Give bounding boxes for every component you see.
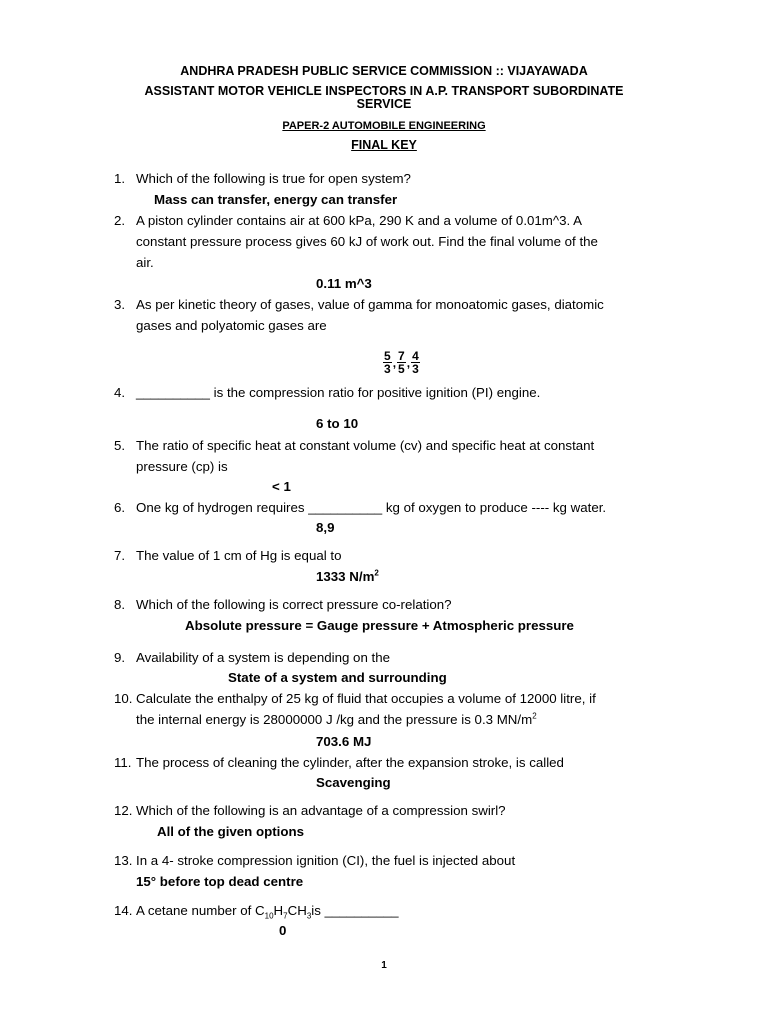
question-number: 2. bbox=[114, 213, 126, 228]
commission-heading: ANDHRA PRADESH PUBLIC SERVICE COMMISSION :: VIJAYAWADA bbox=[180, 64, 588, 78]
final-key-heading: FINAL KEY bbox=[351, 138, 417, 152]
answer-5: < 1 bbox=[272, 479, 291, 494]
question-text: In a 4- stroke compression ignition (CI), the fuel is injected about bbox=[136, 853, 516, 868]
answer-1: Mass can transfer, energy can transfer bbox=[154, 192, 398, 207]
question-number: 8. bbox=[114, 597, 126, 612]
question-4 bbox=[114, 382, 674, 403]
question-number: 4. bbox=[114, 385, 126, 400]
answer-9: State of a system and surrounding bbox=[228, 670, 447, 685]
question-text: Which of the following is correct pressure co-relation? bbox=[136, 597, 452, 612]
question-2 bbox=[114, 210, 674, 273]
question-5 bbox=[114, 435, 674, 477]
question-text: One kg of hydrogen requires __________ kg of oxygen to produce ---- kg water. bbox=[136, 500, 607, 515]
question-3 bbox=[114, 294, 674, 336]
question-12 bbox=[114, 800, 674, 821]
question-14 bbox=[114, 900, 674, 921]
question-text: __________ is the compression ratio for positive ignition (PI) engine. bbox=[136, 385, 541, 400]
question-9 bbox=[114, 647, 674, 668]
question-text-line1: A piston cylinder contains air at 600 kPa, 290 K and a volume of 0.01m^3. A bbox=[136, 213, 583, 228]
question-10 bbox=[114, 688, 674, 730]
question-text: Which of the following is an advantage of a compression swirl? bbox=[136, 803, 506, 818]
page-number: 1 bbox=[381, 960, 387, 971]
answer-8: Absolute pressure = Gauge pressure + Atmospheric pressure bbox=[185, 618, 574, 633]
question-number: 1. bbox=[114, 171, 126, 186]
answer-11: Scavenging bbox=[316, 775, 391, 790]
question-text-line1: The ratio of specific heat at constant volume (cv) and specific heat at constant bbox=[136, 438, 595, 453]
question-number: 14. bbox=[114, 903, 133, 918]
answer-2: 0.11 m^3 bbox=[316, 276, 372, 291]
question-number: 11. bbox=[114, 755, 132, 770]
answer-6: 8,9 bbox=[316, 520, 335, 535]
question-text-line3: air. bbox=[136, 255, 154, 270]
question-7 bbox=[114, 545, 674, 566]
fraction: $\frac{5}{3}$ bbox=[384, 349, 391, 376]
answer-7: 1333 $N/m^2$ bbox=[316, 568, 379, 584]
question-text: A cetane number of $C_{10}H_7CH_3is$ __________ bbox=[136, 903, 399, 921]
question-text-line2: pressure (cp) is bbox=[136, 459, 228, 474]
question-8 bbox=[114, 594, 674, 615]
question-text-line2: the internal energy is 28000000 J /kg and the pressure is 0.3 $MN/m^2$ bbox=[136, 711, 537, 727]
answer-3: $\frac{5}{3}$ , $\frac{7}{5}$ , $\frac{4}{3}$ bbox=[384, 349, 419, 376]
question-13 bbox=[114, 850, 674, 871]
fraction: $\frac{4}{3}$ bbox=[412, 349, 419, 376]
question-text: The value of 1 cm of Hg is equal to bbox=[136, 548, 342, 563]
question-text: The process of cleaning the cylinder, after the expansion stroke, is called bbox=[136, 755, 564, 770]
answer-14: 0 bbox=[279, 923, 287, 938]
question-number: 10. bbox=[114, 691, 133, 706]
question-text-line1: As per kinetic theory of gases, value of gamma for monoatomic gases, diatomic bbox=[136, 297, 604, 312]
question-number: 12. bbox=[114, 803, 133, 818]
question-number: 5. bbox=[114, 438, 126, 453]
question-number: 7. bbox=[114, 548, 126, 563]
paper-heading: PAPER-2 AUTOMOBILE ENGINEERING bbox=[282, 120, 486, 132]
question-number: 6. bbox=[114, 500, 126, 515]
fraction: $\frac{7}{5}$ bbox=[398, 349, 405, 376]
answer-12: All of the given options bbox=[157, 824, 304, 839]
answer-10: 703.6 MJ bbox=[316, 734, 372, 749]
answer-13: 15° before top dead centre bbox=[136, 874, 304, 889]
question-text: Availability of a system is depending on the bbox=[136, 650, 391, 665]
post-heading-line1: ASSISTANT MOTOR VEHICLE INSPECTORS IN A.P. TRANSPORT SUBORDINATE bbox=[144, 84, 624, 98]
question-text: Which of the following is true for open system? bbox=[136, 171, 411, 186]
question-number: 3. bbox=[114, 297, 126, 312]
question-number: 9. bbox=[114, 650, 126, 665]
question-11 bbox=[114, 752, 674, 773]
question-text-line2: gases and polyatomic gases are bbox=[136, 318, 327, 333]
post-heading-line2: SERVICE bbox=[356, 97, 412, 111]
answer-4: 6 to 10 bbox=[316, 416, 359, 431]
question-1 bbox=[114, 168, 674, 189]
question-number: 13. bbox=[114, 853, 133, 868]
question-text-line1: Calculate the enthalpy of 25 kg of fluid that occupies a volume of 12000 litre, if bbox=[136, 691, 596, 706]
question-text-line2: constant pressure process gives 60 kJ of work out. Find the final volume of the bbox=[136, 234, 598, 249]
question-6 bbox=[114, 497, 674, 518]
